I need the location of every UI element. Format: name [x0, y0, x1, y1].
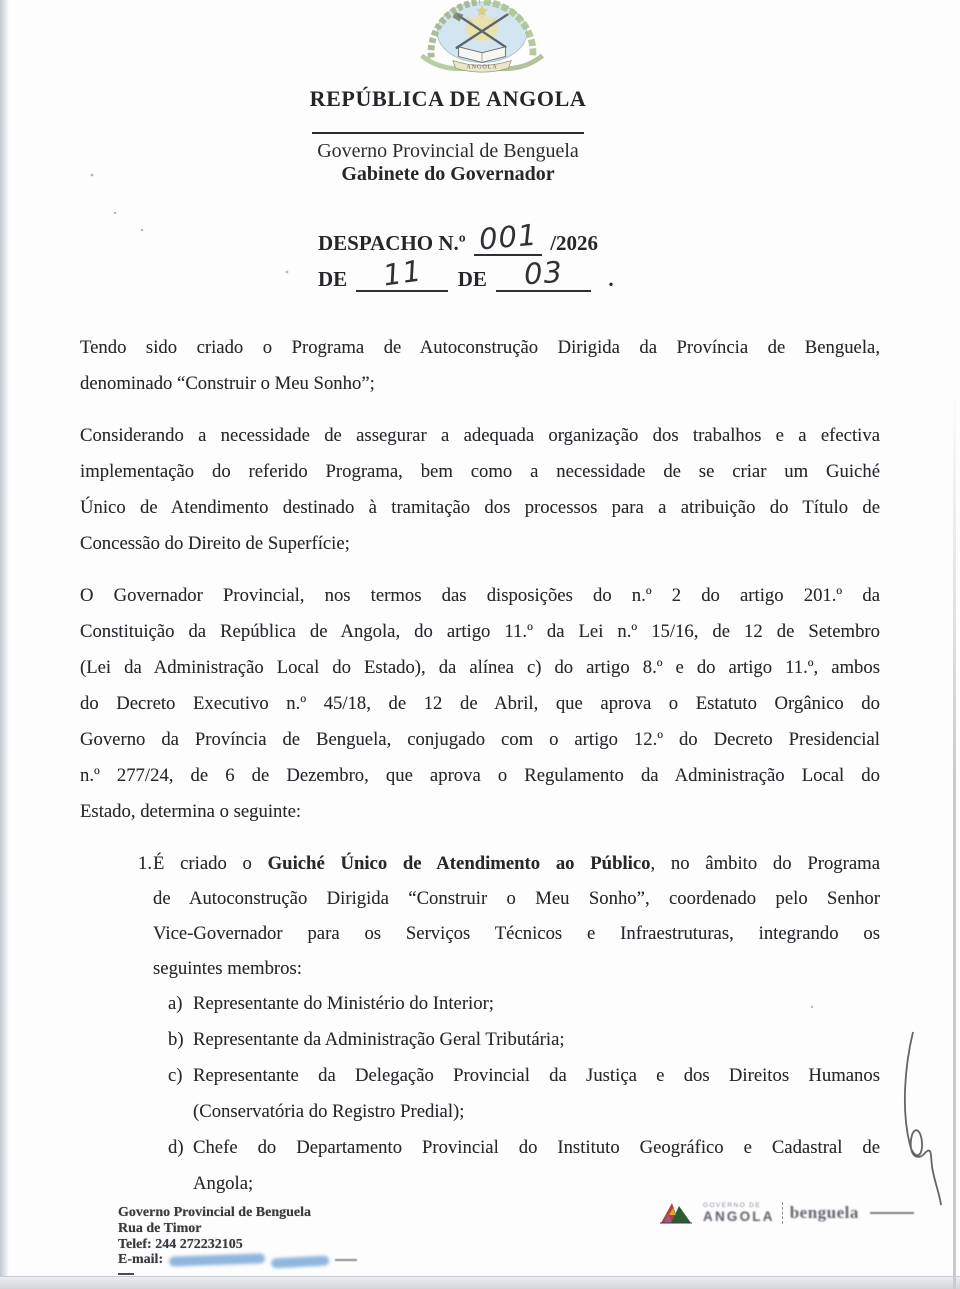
bold-text-segment: Guiché Único de Atendimento ao Público [267, 853, 651, 874]
text-segment: (Lei da Administração Local do Estado), da alínea c) do artigo 8.º e do artigo 11.º, ambos [80, 657, 880, 678]
document-body [80, 330, 880, 1202]
lettered-item [80, 1022, 880, 1058]
text-line [80, 758, 880, 794]
scan-edge-left [0, 0, 9, 1289]
block-lines [80, 418, 880, 562]
logo-wordmark [703, 1203, 775, 1223]
text-segment: implementação do referido Programa, bem como a necessidade de se criar um Guiché [80, 461, 880, 482]
emblem-banner-text: ANGOLA [466, 64, 498, 71]
text-segment: (Conservatória do Registro Predial); [193, 1101, 465, 1122]
logo-separator [782, 1202, 783, 1224]
paragraph [80, 330, 880, 402]
lettered-item [80, 986, 880, 1022]
footer-address: Rua de Timor [118, 1220, 202, 1236]
angola-coat-of-arms [396, 0, 568, 78]
handwritten-month: 03 [523, 254, 565, 292]
footer-small-dash [118, 1273, 134, 1275]
text-segment: O Governador Provincial, nos termos das disposições do n.º 2 do artigo 201.º da [80, 585, 880, 606]
text-segment: Representante da Administração Geral Tributária; [193, 1029, 565, 1050]
text-line [193, 1022, 880, 1058]
text-segment: Estado, determina o seguinte: [80, 801, 302, 822]
email-redacted-smudge [271, 1256, 329, 1269]
text-line [80, 490, 880, 526]
footer-contact-block [118, 1205, 357, 1268]
footer-logo-block [658, 1200, 914, 1226]
email-redacted-smudge [169, 1254, 265, 1267]
footer-email-label: E-mail: [118, 1252, 164, 1268]
text-segment: Tendo sido criado o Programa de Autoconstrução Dirigida da Província de Benguela, [80, 337, 880, 358]
text-line [153, 951, 880, 986]
despacho-year: /2026 [550, 231, 599, 255]
text-line [193, 1130, 880, 1166]
despacho-date-line [318, 253, 614, 293]
block-lines [193, 1058, 880, 1130]
despacho-month-underline [496, 254, 591, 292]
block-lines [80, 578, 880, 830]
list-letter-marker: b) [168, 1029, 184, 1050]
list-letter-marker: c) [168, 1065, 183, 1086]
logo-main-text: ANGOLA [703, 1208, 775, 1224]
text-line [80, 794, 880, 830]
text-segment: Único de Atendimento destinado à tramitação dos processos para a atribuição do Título de [80, 497, 880, 518]
text-line [80, 418, 880, 454]
handwritten-despacho-number: 001 [477, 217, 539, 257]
text-line [80, 578, 880, 614]
text-line [193, 986, 880, 1022]
text-segment: Chefe do Departamento Provincial do Instituto Geográfico e Cadastral de [193, 1137, 880, 1158]
text-line [193, 1094, 880, 1130]
footer-phone: Telef: 244 272232105 [118, 1236, 243, 1252]
text-line [80, 454, 880, 490]
text-segment: Governo da Província de Benguela, conjugado com o artigo 12.º do Decreto Presidencial [80, 729, 880, 750]
footer-email-line [118, 1252, 357, 1268]
title-divider [312, 132, 584, 134]
date-de-2: DE [457, 267, 487, 291]
list-letter-marker: a) [168, 993, 183, 1014]
date-period: . [608, 267, 614, 291]
text-segment: Constituição da República de Angola, do artigo 11.º da Lei n.º 15/16, de 12 de Setembro [80, 621, 880, 642]
despacho-label: DESPACHO N.º [318, 231, 466, 255]
numbered-item [80, 846, 880, 986]
footer-org: Governo Provincial de Benguela [118, 1205, 312, 1220]
block-lines [193, 1130, 880, 1202]
text-line [80, 686, 880, 722]
despacho-number-line [318, 217, 614, 257]
lettered-item [80, 1058, 880, 1130]
text-line [80, 722, 880, 758]
handwritten-day: 11 [380, 253, 425, 293]
government-title: Governo Provincial de Benguela [317, 140, 579, 162]
angola-brand-logo-icon [658, 1200, 696, 1226]
text-segment: denominado “Construir o Meu Sonho”; [80, 373, 375, 394]
text-line [80, 526, 880, 562]
text-segment: Considerando a necessidade de assegurar a adequada organização dos trabalhos e a efectiva [80, 425, 880, 446]
logo-trailing-dash [870, 1212, 914, 1215]
republic-title: REPÚBLICA DE ANGOLA [309, 86, 587, 111]
text-line [80, 330, 880, 366]
pen-scribble [905, 1032, 941, 1205]
paragraph [80, 578, 880, 830]
text-segment: Concessão do Direito de Superfície; [80, 533, 350, 554]
text-line [80, 614, 880, 650]
text-segment: Representante da Delegação Provincial da Justiça e dos Direitos Humanos [193, 1065, 880, 1086]
scan-edge-bottom [0, 1276, 960, 1289]
despacho-number-underline [474, 217, 542, 257]
text-segment: , no âmbito do Programa [650, 853, 880, 874]
lettered-item [80, 1130, 880, 1202]
email-redacted-dash [335, 1259, 357, 1261]
text-line [153, 846, 880, 881]
text-segment: do Decreto Executivo n.º 45/18, de 12 de Abril, que aprova o Estatuto Orgânico do [80, 693, 880, 714]
list-number-marker: 1. [138, 853, 153, 874]
office-title: Gabinete do Governador [341, 163, 555, 185]
block-lines [193, 1022, 880, 1058]
logo-region-text: benguela [789, 1203, 859, 1222]
block-lines [153, 846, 880, 986]
text-segment: n.º 277/24, de 6 de Dezembro, que aprova o Regulamento da Administração Local do [80, 765, 880, 786]
text-segment: seguintes membros: [153, 958, 302, 979]
text-segment: É criado o [153, 853, 268, 874]
text-line [193, 1166, 880, 1202]
text-line [80, 366, 880, 402]
logo-top-text: GOVERNO DE [703, 1202, 762, 1209]
text-segment: de Autoconstrução Dirigida “Construir o Meu Sonho”, coordenado pelo Senhor [153, 888, 880, 909]
scan-edge-right [953, 0, 956, 1289]
text-line [193, 1058, 880, 1094]
date-de-1: DE [318, 267, 348, 291]
paragraph [80, 418, 880, 562]
text-line [153, 881, 880, 916]
list-letter-marker: d) [168, 1137, 184, 1158]
text-line [153, 916, 880, 951]
block-lines [80, 330, 880, 402]
text-line [80, 650, 880, 686]
text-segment: Representante do Ministério do Interior; [193, 993, 494, 1014]
block-lines [193, 986, 880, 1022]
text-segment: Vice-Governador para os Serviços Técnicos e Infraestruturas, integrando os [153, 923, 880, 944]
despacho-heading [318, 217, 614, 293]
despacho-day-underline [356, 253, 448, 293]
text-segment: Angola; [193, 1173, 254, 1194]
